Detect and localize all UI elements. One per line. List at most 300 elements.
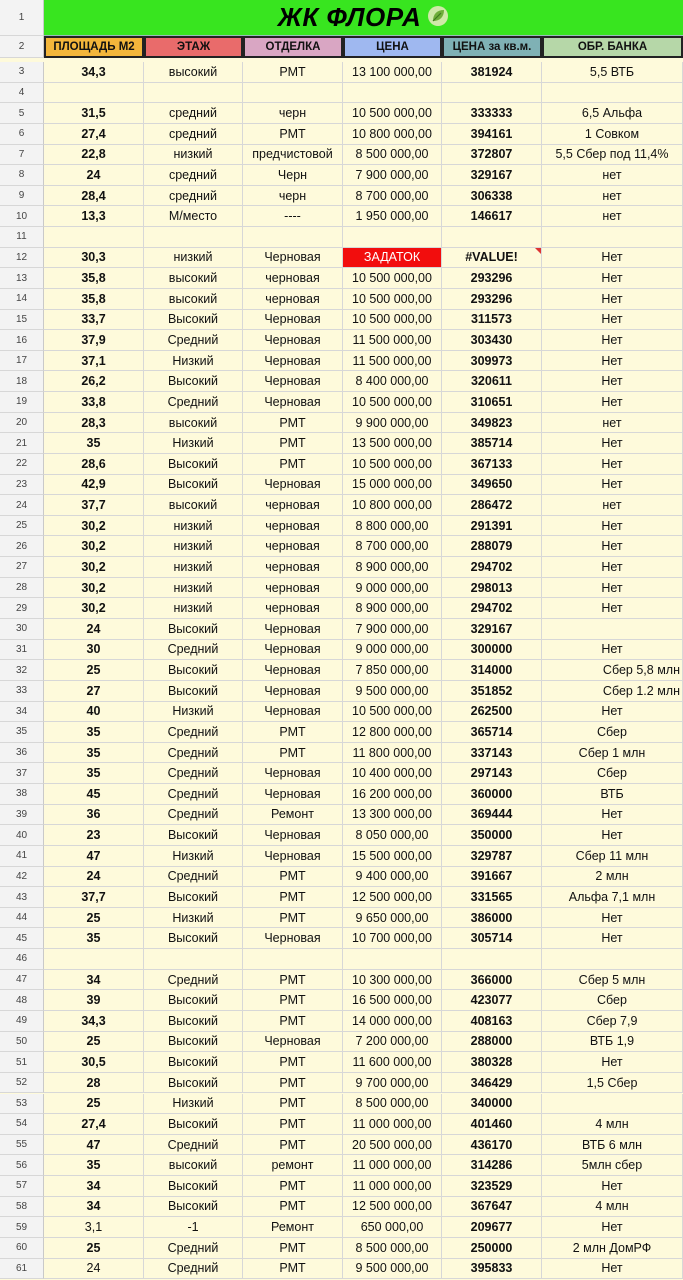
cell-bank[interactable]: 4 млн <box>542 1114 683 1134</box>
cell-finish[interactable]: Черновая <box>243 248 343 268</box>
cell-area[interactable]: 34,3 <box>44 1011 144 1031</box>
cell-floor[interactable]: низкий <box>144 516 243 536</box>
cell-price-per-m2[interactable]: 381924 <box>442 62 542 82</box>
cell-price-per-m2[interactable]: 385714 <box>442 433 542 453</box>
cell-price[interactable]: 14 000 000,00 <box>343 1011 442 1031</box>
cell-price-per-m2[interactable]: 286472 <box>442 495 542 515</box>
cell-price-per-m2[interactable] <box>442 949 542 969</box>
row-number[interactable]: 34 <box>0 702 44 723</box>
cell-floor[interactable]: Средний <box>144 805 243 825</box>
cell-price[interactable]: 8 700 000,00 <box>343 186 442 206</box>
header-price-per-m2[interactable]: ЦЕНА за кв.м. <box>442 36 542 58</box>
cell-floor[interactable]: низкий <box>144 536 243 556</box>
cell-area[interactable]: 35,8 <box>44 268 144 288</box>
cell-finish[interactable]: РМТ <box>243 1094 343 1114</box>
cell-finish[interactable] <box>243 227 343 247</box>
cell-area[interactable]: 3,1 <box>44 1217 144 1237</box>
cell-finish[interactable]: РМТ <box>243 1114 343 1134</box>
cell-bank[interactable]: Альфа 7,1 млн <box>542 887 683 907</box>
row-number[interactable]: 54 <box>0 1114 44 1135</box>
cell-floor[interactable]: М/место <box>144 206 243 226</box>
cell-bank[interactable]: ВТБ 1,9 <box>542 1032 683 1052</box>
cell-finish[interactable]: Ремонт <box>243 805 343 825</box>
cell-area[interactable]: 27,4 <box>44 124 144 144</box>
cell-finish[interactable]: РМТ <box>243 970 343 990</box>
cell-price[interactable]: 9 650 000,00 <box>343 908 442 928</box>
cell-floor[interactable]: Высокий <box>144 1032 243 1052</box>
row-number[interactable]: 32 <box>0 660 44 681</box>
cell-area[interactable]: 30 <box>44 640 144 660</box>
row-number[interactable]: 45 <box>0 928 44 949</box>
cell-bank[interactable]: 1,5 Сбер <box>542 1073 683 1093</box>
cell-bank[interactable]: Нет <box>542 330 683 350</box>
cell-price-per-m2[interactable]: 337143 <box>442 743 542 763</box>
cell-area[interactable]: 31,5 <box>44 103 144 123</box>
cell-finish[interactable]: Черновая <box>243 928 343 948</box>
cell-area[interactable]: 30,5 <box>44 1052 144 1072</box>
cell-price-per-m2[interactable]: 305714 <box>442 928 542 948</box>
cell-finish[interactable]: черн <box>243 186 343 206</box>
cell-price[interactable]: 8 050 000,00 <box>343 825 442 845</box>
cell-price-per-m2[interactable]: 329787 <box>442 846 542 866</box>
cell-price[interactable]: 8 500 000,00 <box>343 1094 442 1114</box>
cell-floor[interactable]: высокий <box>144 268 243 288</box>
cell-bank[interactable]: нет <box>542 165 683 185</box>
cell-floor[interactable]: Высокий <box>144 928 243 948</box>
cell-price[interactable]: 10 800 000,00 <box>343 124 442 144</box>
cell-finish[interactable]: Черновая <box>243 619 343 639</box>
cell-finish[interactable]: предчистовой <box>243 145 343 165</box>
cell-bank[interactable]: 2 млн ДомРФ <box>542 1238 683 1258</box>
cell-floor[interactable]: Низкий <box>144 433 243 453</box>
row-number[interactable]: 37 <box>0 763 44 784</box>
cell-area[interactable]: 28,4 <box>44 186 144 206</box>
cell-bank[interactable]: 4 млн <box>542 1197 683 1217</box>
cell-area[interactable]: 37,9 <box>44 330 144 350</box>
row-number[interactable]: 12 <box>0 248 44 269</box>
cell-floor[interactable]: низкий <box>144 578 243 598</box>
cell-bank[interactable]: Сбер 1 млн <box>542 743 683 763</box>
cell-bank[interactable]: Нет <box>542 1176 683 1196</box>
cell-bank[interactable]: 5,5 ВТБ <box>542 62 683 82</box>
cell-price-per-m2[interactable]: 291391 <box>442 516 542 536</box>
cell-price-per-m2[interactable]: 350000 <box>442 825 542 845</box>
cell-finish[interactable]: Черн <box>243 165 343 185</box>
cell-bank[interactable] <box>542 1094 683 1114</box>
cell-price-per-m2[interactable]: 351852 <box>442 681 542 701</box>
cell-finish[interactable]: Черновая <box>243 681 343 701</box>
cell-price[interactable]: 15 000 000,00 <box>343 475 442 495</box>
cell-finish[interactable]: черновая <box>243 536 343 556</box>
cell-floor[interactable]: Высокий <box>144 681 243 701</box>
row-number[interactable]: 53 <box>0 1094 44 1115</box>
cell-bank[interactable]: Нет <box>542 392 683 412</box>
row-number[interactable]: 44 <box>0 908 44 929</box>
row-number[interactable]: 28 <box>0 578 44 599</box>
cell-floor[interactable]: Высокий <box>144 825 243 845</box>
row-number[interactable]: 50 <box>0 1032 44 1053</box>
cell-floor[interactable]: Средний <box>144 1135 243 1155</box>
row-number[interactable]: 43 <box>0 887 44 908</box>
cell-floor[interactable]: Низкий <box>144 702 243 722</box>
cell-price[interactable]: 10 400 000,00 <box>343 763 442 783</box>
cell-floor[interactable]: Средний <box>144 1238 243 1258</box>
cell-floor[interactable]: Средний <box>144 763 243 783</box>
cell-price-per-m2[interactable]: 250000 <box>442 1238 542 1258</box>
cell-finish[interactable]: Черновая <box>243 640 343 660</box>
row-number[interactable]: 11 <box>0 227 44 248</box>
cell-floor[interactable]: Высокий <box>144 990 243 1010</box>
row-number[interactable]: 27 <box>0 557 44 578</box>
cell-price-per-m2[interactable]: 309973 <box>442 351 542 371</box>
cell-floor[interactable]: Средний <box>144 970 243 990</box>
cell-price[interactable]: 9 000 000,00 <box>343 578 442 598</box>
cell-price[interactable]: 10 500 000,00 <box>343 392 442 412</box>
cell-bank[interactable]: нет <box>542 206 683 226</box>
cell-price[interactable] <box>343 227 442 247</box>
cell-price-per-m2[interactable]: 303430 <box>442 330 542 350</box>
cell-price[interactable]: 10 500 000,00 <box>343 702 442 722</box>
cell-finish[interactable]: черновая <box>243 495 343 515</box>
cell-floor[interactable]: Средний <box>144 1259 243 1279</box>
cell-area[interactable]: 34 <box>44 970 144 990</box>
cell-price-per-m2[interactable]: 320611 <box>442 371 542 391</box>
cell-bank[interactable]: Нет <box>542 351 683 371</box>
header-bank[interactable]: ОБР. БАНКА <box>542 36 683 58</box>
cell-area[interactable]: 34 <box>44 1176 144 1196</box>
cell-price-per-m2[interactable]: 306338 <box>442 186 542 206</box>
cell-area[interactable]: 35 <box>44 1155 144 1175</box>
cell-price[interactable]: 10 300 000,00 <box>343 970 442 990</box>
row-number[interactable]: 26 <box>0 536 44 557</box>
cell-area[interactable]: 30,2 <box>44 557 144 577</box>
cell-area[interactable]: 22,8 <box>44 145 144 165</box>
cell-area[interactable]: 25 <box>44 908 144 928</box>
cell-floor[interactable]: средний <box>144 186 243 206</box>
row-number[interactable]: 57 <box>0 1176 44 1197</box>
cell-area[interactable]: 35 <box>44 743 144 763</box>
cell-bank[interactable]: нет <box>542 495 683 515</box>
cell-floor[interactable]: Средний <box>144 867 243 887</box>
cell-bank[interactable]: ВТБ <box>542 784 683 804</box>
cell-finish[interactable]: РМТ <box>243 433 343 453</box>
cell-price-per-m2[interactable]: 395833 <box>442 1259 542 1279</box>
row-number[interactable]: 31 <box>0 640 44 661</box>
cell-floor[interactable]: Средний <box>144 784 243 804</box>
cell-price[interactable]: 8 700 000,00 <box>343 536 442 556</box>
cell-finish[interactable]: РМТ <box>243 722 343 742</box>
cell-finish[interactable]: РМТ <box>243 1176 343 1196</box>
cell-floor[interactable]: Высокий <box>144 1114 243 1134</box>
cell-area[interactable]: 25 <box>44 1238 144 1258</box>
cell-price-per-m2[interactable]: 329167 <box>442 619 542 639</box>
cell-finish[interactable]: РМТ <box>243 1052 343 1072</box>
cell-price[interactable]: 1 950 000,00 <box>343 206 442 226</box>
cell-finish[interactable]: черновая <box>243 557 343 577</box>
cell-finish[interactable]: Ремонт <box>243 1217 343 1237</box>
cell-floor[interactable]: средний <box>144 124 243 144</box>
cell-finish[interactable]: РМТ <box>243 1259 343 1279</box>
cell-price-per-m2[interactable]: 288000 <box>442 1032 542 1052</box>
row-number[interactable]: 9 <box>0 186 44 207</box>
row-number[interactable]: 41 <box>0 846 44 867</box>
cell-area[interactable]: 24 <box>44 619 144 639</box>
cell-area[interactable]: 30,3 <box>44 248 144 268</box>
row-number[interactable]: 36 <box>0 743 44 764</box>
row-number[interactable]: 25 <box>0 516 44 537</box>
cell-bank[interactable]: Нет <box>542 1052 683 1072</box>
cell-floor[interactable]: низкий <box>144 248 243 268</box>
cell-bank[interactable]: Нет <box>542 310 683 330</box>
cell-price-per-m2[interactable]: 294702 <box>442 557 542 577</box>
cell-price-per-m2[interactable]: 209677 <box>442 1217 542 1237</box>
cell-floor[interactable]: Низкий <box>144 351 243 371</box>
cell-price[interactable]: 9 900 000,00 <box>343 413 442 433</box>
row-number[interactable]: 55 <box>0 1135 44 1156</box>
cell-area[interactable]: 23 <box>44 825 144 845</box>
cell-finish[interactable]: РМТ <box>243 62 343 82</box>
cell-bank[interactable] <box>542 227 683 247</box>
cell-price[interactable]: 15 500 000,00 <box>343 846 442 866</box>
cell-price[interactable]: 7 200 000,00 <box>343 1032 442 1052</box>
cell-floor[interactable]: Низкий <box>144 846 243 866</box>
cell-bank[interactable]: 6,5 Альфа <box>542 103 683 123</box>
row-number[interactable]: 22 <box>0 454 44 475</box>
cell-area[interactable]: 36 <box>44 805 144 825</box>
cell-price-per-m2[interactable]: 380328 <box>442 1052 542 1072</box>
cell-floor[interactable]: Низкий <box>144 1094 243 1114</box>
cell-finish[interactable]: РМТ <box>243 908 343 928</box>
cell-floor[interactable]: высокий <box>144 62 243 82</box>
cell-area[interactable] <box>44 949 144 969</box>
cell-finish[interactable]: РМТ <box>243 1011 343 1031</box>
cell-finish[interactable]: Черновая <box>243 784 343 804</box>
row-number[interactable]: 48 <box>0 990 44 1011</box>
cell-area[interactable]: 28,3 <box>44 413 144 433</box>
cell-area[interactable]: 39 <box>44 990 144 1010</box>
cell-finish[interactable]: черновая <box>243 516 343 536</box>
cell-floor[interactable]: средний <box>144 103 243 123</box>
cell-price-per-m2[interactable]: 372807 <box>442 145 542 165</box>
cell-finish[interactable]: Черновая <box>243 660 343 680</box>
cell-area[interactable]: 25 <box>44 660 144 680</box>
cell-floor[interactable]: средний <box>144 165 243 185</box>
cell-bank[interactable] <box>542 619 683 639</box>
cell-price[interactable]: 10 500 000,00 <box>343 454 442 474</box>
cell-area[interactable]: 27,4 <box>44 1114 144 1134</box>
header-finish[interactable]: ОТДЕЛКА <box>243 36 343 58</box>
cell-floor[interactable]: низкий <box>144 598 243 618</box>
row-number[interactable]: 35 <box>0 722 44 743</box>
cell-price-per-m2[interactable]: 394161 <box>442 124 542 144</box>
cell-price[interactable]: 10 700 000,00 <box>343 928 442 948</box>
cell-price[interactable]: 13 300 000,00 <box>343 805 442 825</box>
cell-price[interactable]: 11 600 000,00 <box>343 1052 442 1072</box>
cell-price-per-m2[interactable]: 331565 <box>442 887 542 907</box>
cell-price[interactable]: 11 000 000,00 <box>343 1155 442 1175</box>
cell-price-per-m2[interactable]: 360000 <box>442 784 542 804</box>
row-number[interactable]: 59 <box>0 1217 44 1238</box>
cell-price-per-m2[interactable] <box>442 83 542 103</box>
cell-price-per-m2[interactable]: 329167 <box>442 165 542 185</box>
row-number[interactable]: 46 <box>0 949 44 970</box>
cell-floor[interactable]: Средний <box>144 743 243 763</box>
row-number[interactable]: 8 <box>0 165 44 186</box>
cell-price[interactable]: 8 800 000,00 <box>343 516 442 536</box>
cell-finish[interactable]: Черновая <box>243 310 343 330</box>
cell-price-per-m2[interactable]: 391667 <box>442 867 542 887</box>
cell-bank[interactable]: Нет <box>542 640 683 660</box>
cell-floor[interactable]: Высокий <box>144 454 243 474</box>
cell-area[interactable]: 24 <box>44 867 144 887</box>
cell-bank[interactable]: Нет <box>542 475 683 495</box>
cell-floor[interactable]: Высокий <box>144 1176 243 1196</box>
cell-price[interactable]: 10 800 000,00 <box>343 495 442 515</box>
cell-price-per-m2[interactable]: 401460 <box>442 1114 542 1134</box>
cell-bank[interactable]: Сбер 1.2 млн <box>542 681 683 701</box>
row-number[interactable]: 6 <box>0 124 44 145</box>
header-area[interactable]: ПЛОЩАДЬ М2 <box>44 36 144 58</box>
cell-bank[interactable]: Нет <box>542 1259 683 1279</box>
cell-price-per-m2[interactable]: 346429 <box>442 1073 542 1093</box>
cell-finish[interactable]: РМТ <box>243 1135 343 1155</box>
cell-area[interactable]: 42,9 <box>44 475 144 495</box>
cell-bank[interactable]: Сбер 5,8 млн <box>542 660 683 680</box>
cell-bank[interactable]: 2 млн <box>542 867 683 887</box>
cell-floor[interactable]: низкий <box>144 557 243 577</box>
cell-bank[interactable]: Нет <box>542 1217 683 1237</box>
cell-area[interactable]: 35 <box>44 722 144 742</box>
cell-finish[interactable]: РМТ <box>243 887 343 907</box>
cell-floor[interactable]: Высокий <box>144 1073 243 1093</box>
row-number[interactable]: 5 <box>0 103 44 124</box>
cell-floor[interactable]: Средний <box>144 722 243 742</box>
row-number[interactable]: 47 <box>0 970 44 991</box>
cell-bank[interactable]: ВТБ 6 млн <box>542 1135 683 1155</box>
cell-area[interactable]: 33,8 <box>44 392 144 412</box>
cell-price[interactable]: 11 800 000,00 <box>343 743 442 763</box>
cell-bank[interactable] <box>542 949 683 969</box>
cell-price-per-m2[interactable]: 349823 <box>442 413 542 433</box>
cell-floor[interactable]: высокий <box>144 413 243 433</box>
cell-area[interactable]: 28,6 <box>44 454 144 474</box>
cell-floor[interactable]: Высокий <box>144 310 243 330</box>
cell-price-per-m2[interactable]: 386000 <box>442 908 542 928</box>
cell-price[interactable]: 8 500 000,00 <box>343 145 442 165</box>
row-number[interactable]: 56 <box>0 1155 44 1176</box>
cell-finish[interactable]: Черновая <box>243 1032 343 1052</box>
cell-floor[interactable]: Высокий <box>144 1052 243 1072</box>
cell-area[interactable]: 30,2 <box>44 536 144 556</box>
cell-floor[interactable]: высокий <box>144 495 243 515</box>
cell-price[interactable]: 12 500 000,00 <box>343 887 442 907</box>
cell-price[interactable]: 11 000 000,00 <box>343 1114 442 1134</box>
row-number[interactable]: 4 <box>0 83 44 104</box>
row-number[interactable]: 24 <box>0 495 44 516</box>
cell-bank[interactable]: Нет <box>542 578 683 598</box>
cell-price[interactable]: 13 500 000,00 <box>343 433 442 453</box>
cell-floor[interactable] <box>144 227 243 247</box>
cell-finish[interactable]: Черновая <box>243 763 343 783</box>
cell-finish[interactable]: Черновая <box>243 846 343 866</box>
cell-finish[interactable]: РМТ <box>243 867 343 887</box>
row-number[interactable]: 19 <box>0 392 44 413</box>
cell-finish[interactable]: РМТ <box>243 413 343 433</box>
cell-area[interactable]: 25 <box>44 1094 144 1114</box>
cell-finish[interactable] <box>243 83 343 103</box>
cell-price-per-m2[interactable]: 314286 <box>442 1155 542 1175</box>
cell-finish[interactable]: Черновая <box>243 351 343 371</box>
row-number[interactable]: 60 <box>0 1238 44 1259</box>
cell-bank[interactable]: нет <box>542 186 683 206</box>
title-cell[interactable] <box>44 0 683 36</box>
cell-price-per-m2[interactable]: 294702 <box>442 598 542 618</box>
row-number[interactable]: 10 <box>0 206 44 227</box>
cell-price[interactable]: 10 500 000,00 <box>343 289 442 309</box>
cell-price-per-m2[interactable] <box>442 227 542 247</box>
cell-floor[interactable]: Высокий <box>144 1011 243 1031</box>
cell-price[interactable]: 16 500 000,00 <box>343 990 442 1010</box>
row-number[interactable]: 13 <box>0 268 44 289</box>
cell-area[interactable]: 35 <box>44 928 144 948</box>
cell-price[interactable]: 8 900 000,00 <box>343 557 442 577</box>
cell-price[interactable]: 8 500 000,00 <box>343 1238 442 1258</box>
header-floor[interactable]: ЭТАЖ <box>144 36 243 58</box>
cell-price-per-m2[interactable]: 288079 <box>442 536 542 556</box>
cell-price-per-m2[interactable]: 311573 <box>442 310 542 330</box>
cell-finish[interactable]: черновая <box>243 289 343 309</box>
row-number[interactable]: 58 <box>0 1197 44 1218</box>
cell-area[interactable]: 25 <box>44 1032 144 1052</box>
cell-price[interactable]: 12 800 000,00 <box>343 722 442 742</box>
cell-price[interactable]: 7 900 000,00 <box>343 165 442 185</box>
cell-area[interactable]: 40 <box>44 702 144 722</box>
cell-price[interactable]: 10 500 000,00 <box>343 103 442 123</box>
cell-area[interactable]: 37,7 <box>44 887 144 907</box>
cell-floor[interactable] <box>144 83 243 103</box>
cell-price[interactable]: 11 000 000,00 <box>343 1176 442 1196</box>
cell-area[interactable]: 35,8 <box>44 289 144 309</box>
cell-finish[interactable]: черновая <box>243 268 343 288</box>
cell-floor[interactable]: высокий <box>144 1155 243 1175</box>
cell-bank[interactable]: Нет <box>542 536 683 556</box>
cell-price[interactable]: 7 900 000,00 <box>343 619 442 639</box>
row-number[interactable]: 1 <box>0 0 44 36</box>
cell-finish[interactable]: РМТ <box>243 990 343 1010</box>
cell-floor[interactable]: Высокий <box>144 475 243 495</box>
cell-price[interactable]: 9 000 000,00 <box>343 640 442 660</box>
row-number[interactable]: 15 <box>0 310 44 331</box>
cell-price-per-m2[interactable]: 323529 <box>442 1176 542 1196</box>
cell-finish[interactable]: РМТ <box>243 743 343 763</box>
cell-price-per-m2[interactable]: 436170 <box>442 1135 542 1155</box>
cell-bank[interactable]: Нет <box>542 702 683 722</box>
cell-bank[interactable]: Нет <box>542 454 683 474</box>
row-number[interactable]: 52 <box>0 1073 44 1094</box>
row-number[interactable]: 49 <box>0 1011 44 1032</box>
cell-finish[interactable]: черновая <box>243 598 343 618</box>
cell-area[interactable]: 30,2 <box>44 578 144 598</box>
cell-floor[interactable]: низкий <box>144 145 243 165</box>
cell-floor[interactable]: Средний <box>144 640 243 660</box>
cell-floor[interactable]: Средний <box>144 330 243 350</box>
cell-bank[interactable]: Сбер 5 млн <box>542 970 683 990</box>
cell-price[interactable]: 9 700 000,00 <box>343 1073 442 1093</box>
cell-area[interactable]: 27 <box>44 681 144 701</box>
cell-floor[interactable]: Высокий <box>144 371 243 391</box>
cell-price[interactable]: 16 200 000,00 <box>343 784 442 804</box>
cell-bank[interactable]: Сбер 7,9 <box>542 1011 683 1031</box>
